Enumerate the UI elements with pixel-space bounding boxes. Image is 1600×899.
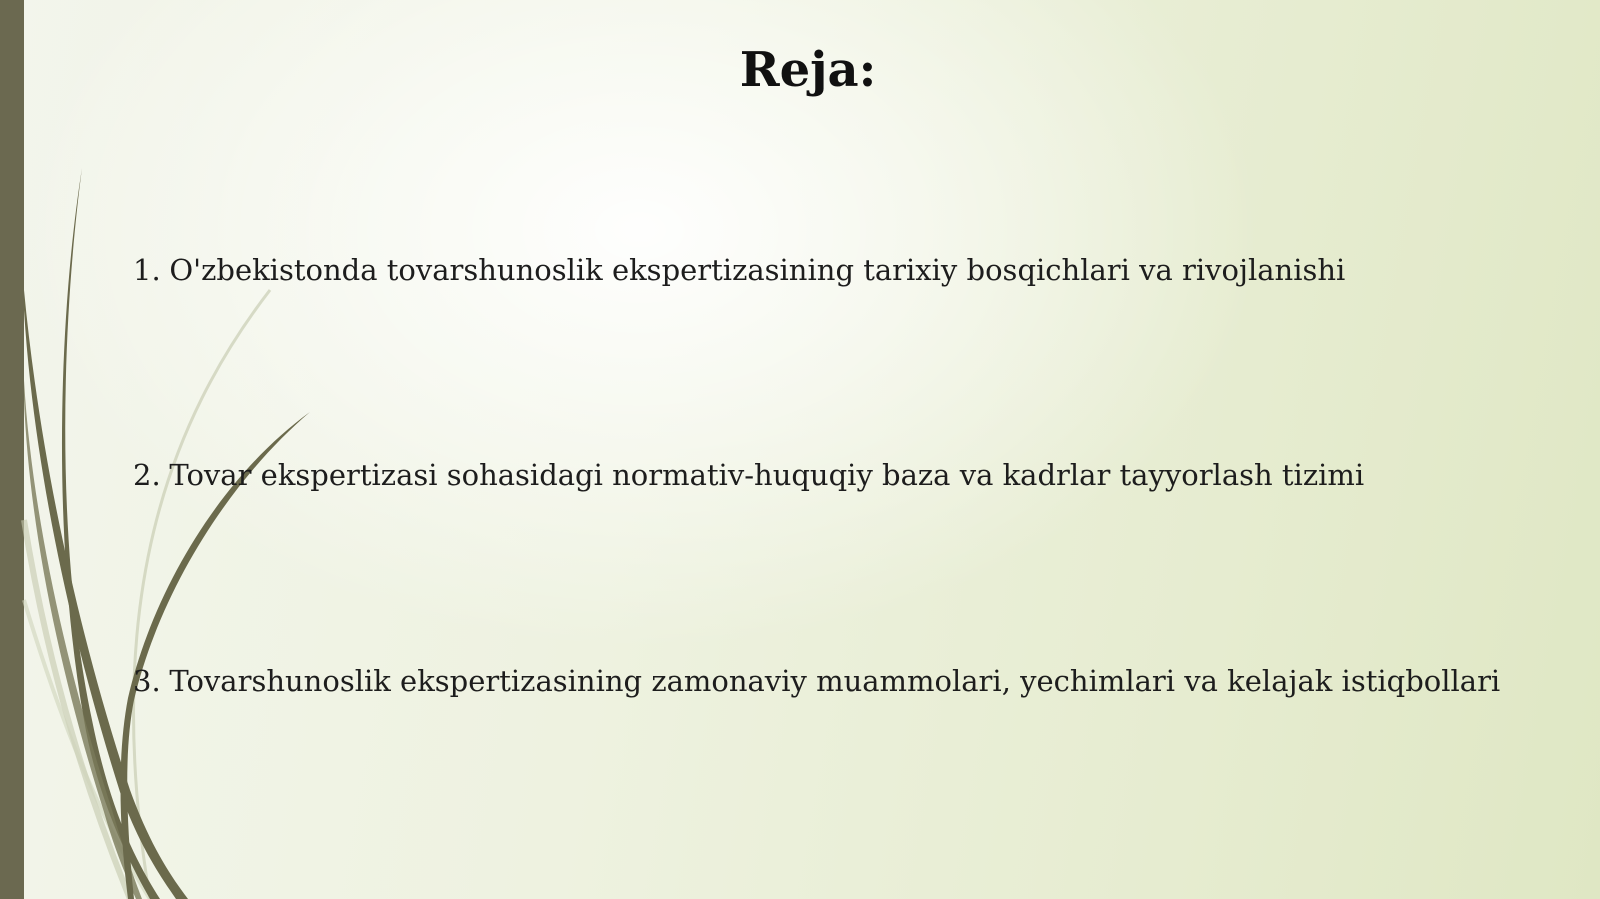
plan-item-2 [133,457,1364,493]
plan-item-number: 2. [133,458,161,492]
plan-item-1 [133,252,1345,288]
plan-item-number: 3. [133,664,161,698]
plan-item-text: Tovarshunoslik ekspertizasining zamonaviy muammolari, yechimlari va kelajak istiqbollari [169,664,1501,698]
plan-item-3 [133,663,1500,699]
grass-blades-decoration [0,0,340,899]
plan-item-number: 1. [133,253,161,287]
plan-item-text: Tovar ekspertizasi sohasidagi normativ-huquqiy baza va kadrlar tayyorlash tizimi [169,458,1365,492]
slide-title: Reja: [739,42,877,98]
plan-item-text: O'zbekistonda tovarshunoslik ekspertizasining tarixiy bosqichlari va rivojlanishi [169,253,1346,287]
